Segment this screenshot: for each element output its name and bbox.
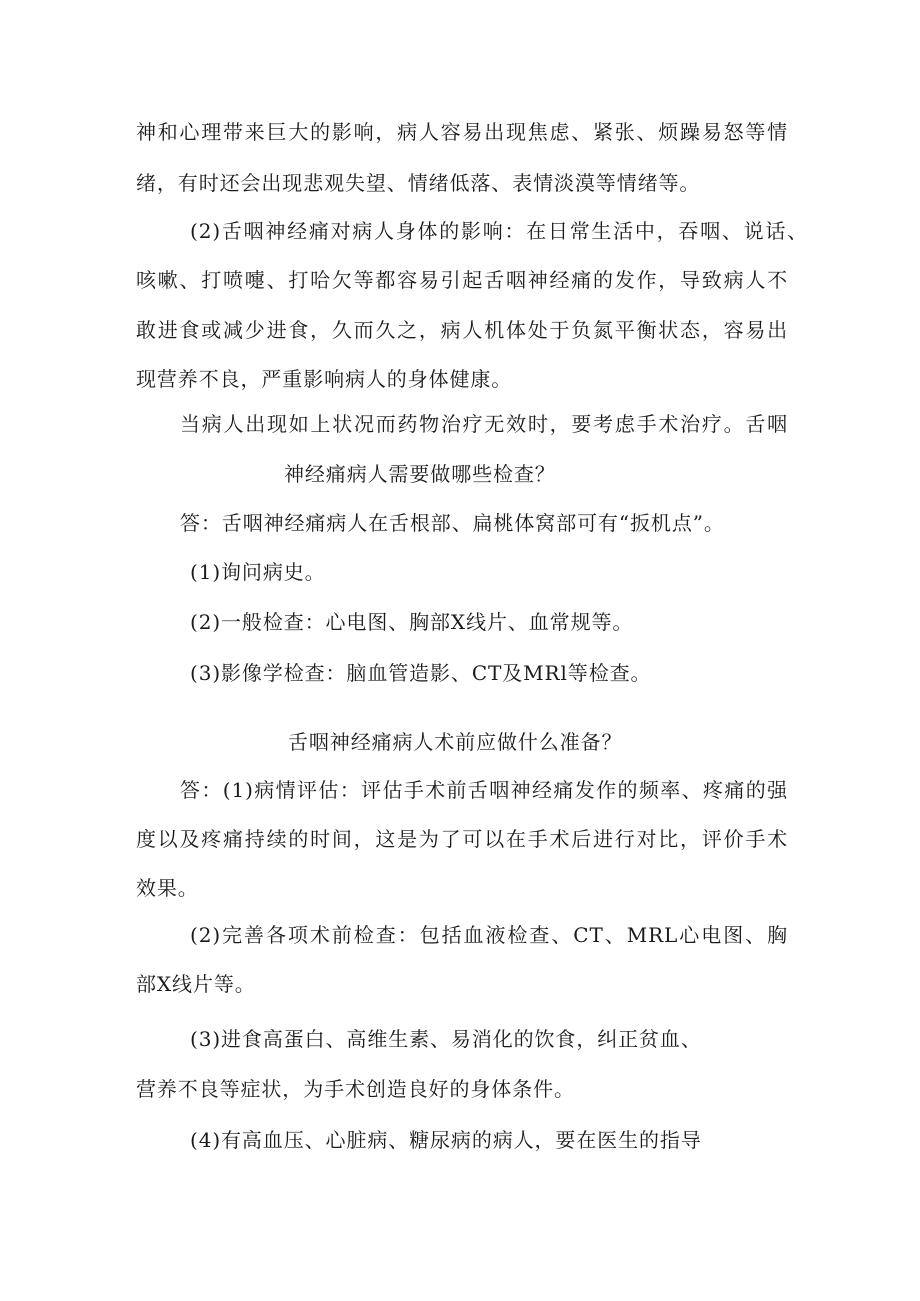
answer-line: 答：(1)病情评估：评估手术前舌咽神经痛发作的频率、疼痛的强 bbox=[180, 778, 788, 802]
paragraph-line: 现营养不良，严重影响病人的身体健康。 bbox=[136, 367, 513, 391]
paragraph-line: 敢进食或减少进食，久而久之，病人机体处于负氮平衡状态，容易出 bbox=[136, 318, 788, 342]
paragraph-line: (2)舌咽神经痛对病人身体的影响：在日常生活中，吞咽、说话、 bbox=[190, 219, 808, 243]
list-item: (1)询问病史。 bbox=[190, 560, 326, 584]
paragraph-line: 咳嗽、打喷嚏、打哈欠等都容易引起舌咽神经痛的发作，导致病人不 bbox=[136, 268, 788, 292]
list-item: (3)进食高蛋白、高维生素、易消化的饮食，纠正贫血、 bbox=[190, 1027, 702, 1051]
paragraph-line: 绪，有时还会出现悲观失望、情绪低落、表情淡漠等情绪等。 bbox=[136, 171, 701, 195]
paragraph-line: 神和心理带来巨大的影响，病人容易出现焦虑、紧张、烦躁易怒等情 bbox=[136, 120, 788, 144]
list-item: (2)一般检查：心电图、胸部X线片、血常规等。 bbox=[190, 610, 634, 634]
paragraph-line: 营养不良等症状，为手术创造良好的身体条件。 bbox=[136, 1077, 575, 1101]
answer-line: 答：舌咽神经痛病人在舌根部、扁桃体窝部可有“扳机点”。 bbox=[180, 511, 725, 535]
list-item: (4)有高血压、心脏病、糖尿病的病人，要在医生的指导 bbox=[190, 1128, 702, 1152]
paragraph-line: 度以及疼痛持续的时间，这是为了可以在手术后进行对比，评价手术 bbox=[136, 827, 788, 851]
paragraph-line: 部X线片等。 bbox=[136, 972, 256, 996]
list-item: (2)完善各项术前检查：包括血液检查、CT、MRL心电图、胸 bbox=[190, 923, 788, 947]
list-item: (3)影像学检查：脑血管造影、CT及MRl等检查。 bbox=[190, 661, 652, 685]
paragraph-line: 当病人出现如上状况而药物治疗无效时，要考虑手术治疗。舌咽 bbox=[180, 412, 788, 436]
section-heading: 神经痛病人需要做哪些检查？ bbox=[284, 462, 556, 486]
section-heading: 舌咽神经痛病人术前应做什么准备？ bbox=[288, 730, 623, 754]
paragraph-line: 效果。 bbox=[136, 876, 199, 900]
